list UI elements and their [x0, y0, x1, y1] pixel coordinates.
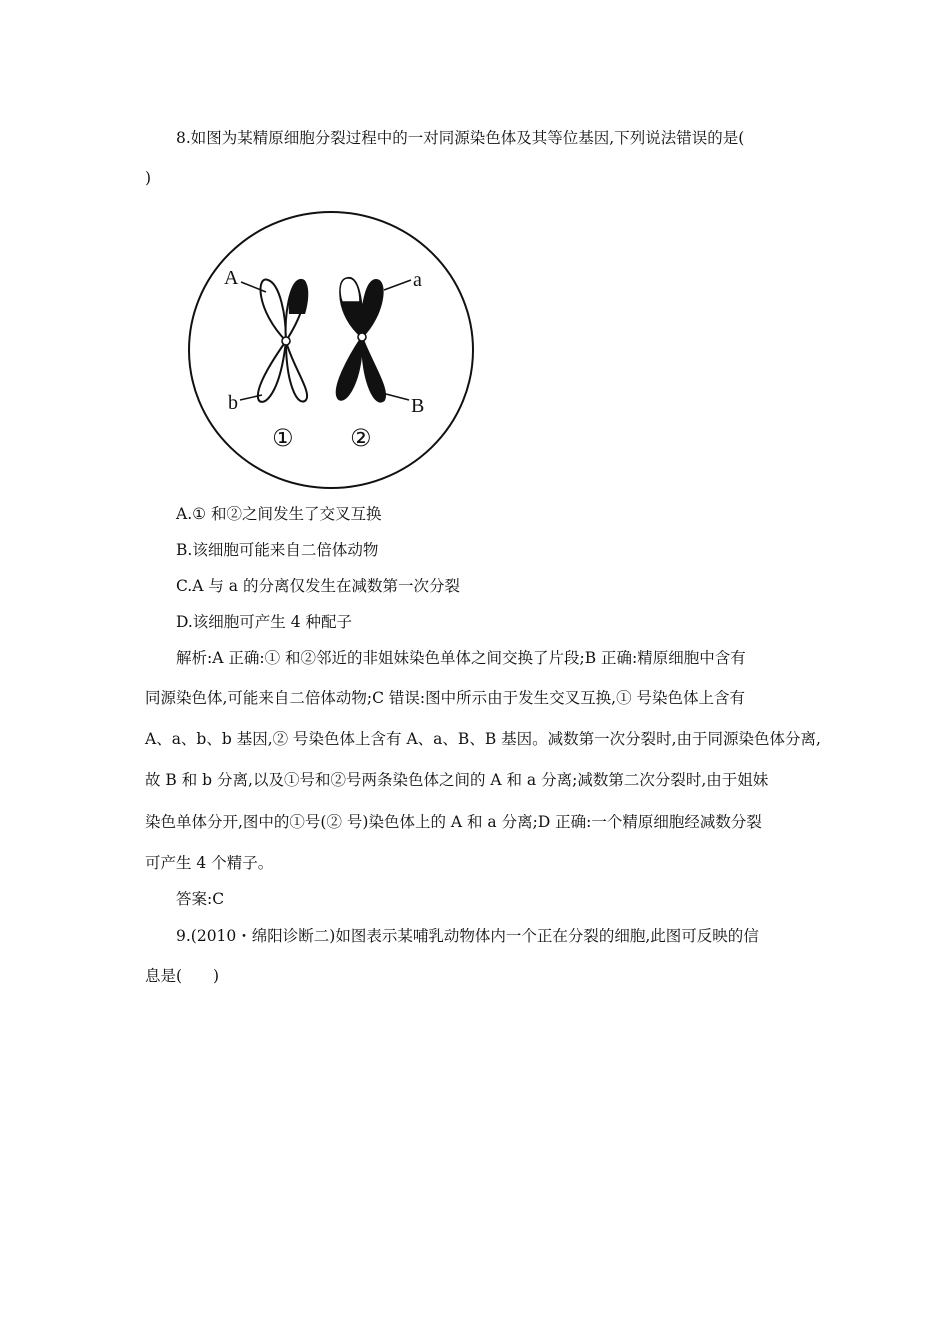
option-c: C.A 与 a 的分离仅发生在减数第一次分裂: [176, 577, 460, 595]
chromosome-number-2: ②: [350, 424, 372, 452]
option-d: D.该细胞可产生 4 种配子: [176, 613, 353, 631]
question8-stem-line1: 8.如图为某精原细胞分裂过程中的一对同源染色体及其等位基因,下列说法错误的是(: [176, 129, 745, 147]
question9-stem-line1: 9.(2010・绵阳诊断二)如图表示某哺乳动物体内一个正在分裂的细胞,此图可反映的信: [176, 927, 759, 945]
question9-stem-line2: 息是( ): [145, 967, 220, 985]
gene-label-b: b: [228, 392, 238, 414]
chromosome-number-1: ①: [272, 424, 294, 452]
gene-label-B: B: [411, 395, 425, 417]
question8-stem-line2: ): [145, 169, 152, 187]
analysis-line: 可产生 4 个精子。: [145, 854, 274, 872]
cell-membrane: [189, 212, 473, 488]
analysis-line: A、a、b、b 基因,② 号染色体上含有 A、a、B、B 基因。减数第一次分裂时,由于同源染色体分离,: [145, 730, 821, 748]
gene-label-a: a: [413, 269, 422, 291]
gene-label-A: A: [224, 267, 239, 289]
answer-line: 答案:C: [176, 890, 225, 908]
chromosome-diagram: [186, 210, 476, 490]
option-a: A.① 和②之间发生了交叉互换: [176, 505, 382, 523]
chromosome-2: [337, 278, 385, 402]
analysis-line: 染色单体分开,图中的①号(② 号)染色体上的 A 和 a 分离;D 正确:一个精原细胞经减数分裂: [145, 813, 762, 831]
analysis-line: 解析:A 正确:① 和②邻近的非姐妹染色单体之间交换了片段;B 正确:精原细胞中含有: [176, 649, 746, 667]
chromosome-1: [258, 280, 308, 402]
option-b: B.该细胞可能来自二倍体动物: [176, 541, 379, 559]
analysis-line: 同源染色体,可能来自二倍体动物;C 错误:图中所示由于发生交叉互换,① 号染色体上含有: [145, 689, 746, 707]
analysis-line: 故 B 和 b 分离,以及①号和②号两条染色体之间的 A 和 a 分离;减数第二次分裂时,由于姐妹: [145, 771, 769, 789]
